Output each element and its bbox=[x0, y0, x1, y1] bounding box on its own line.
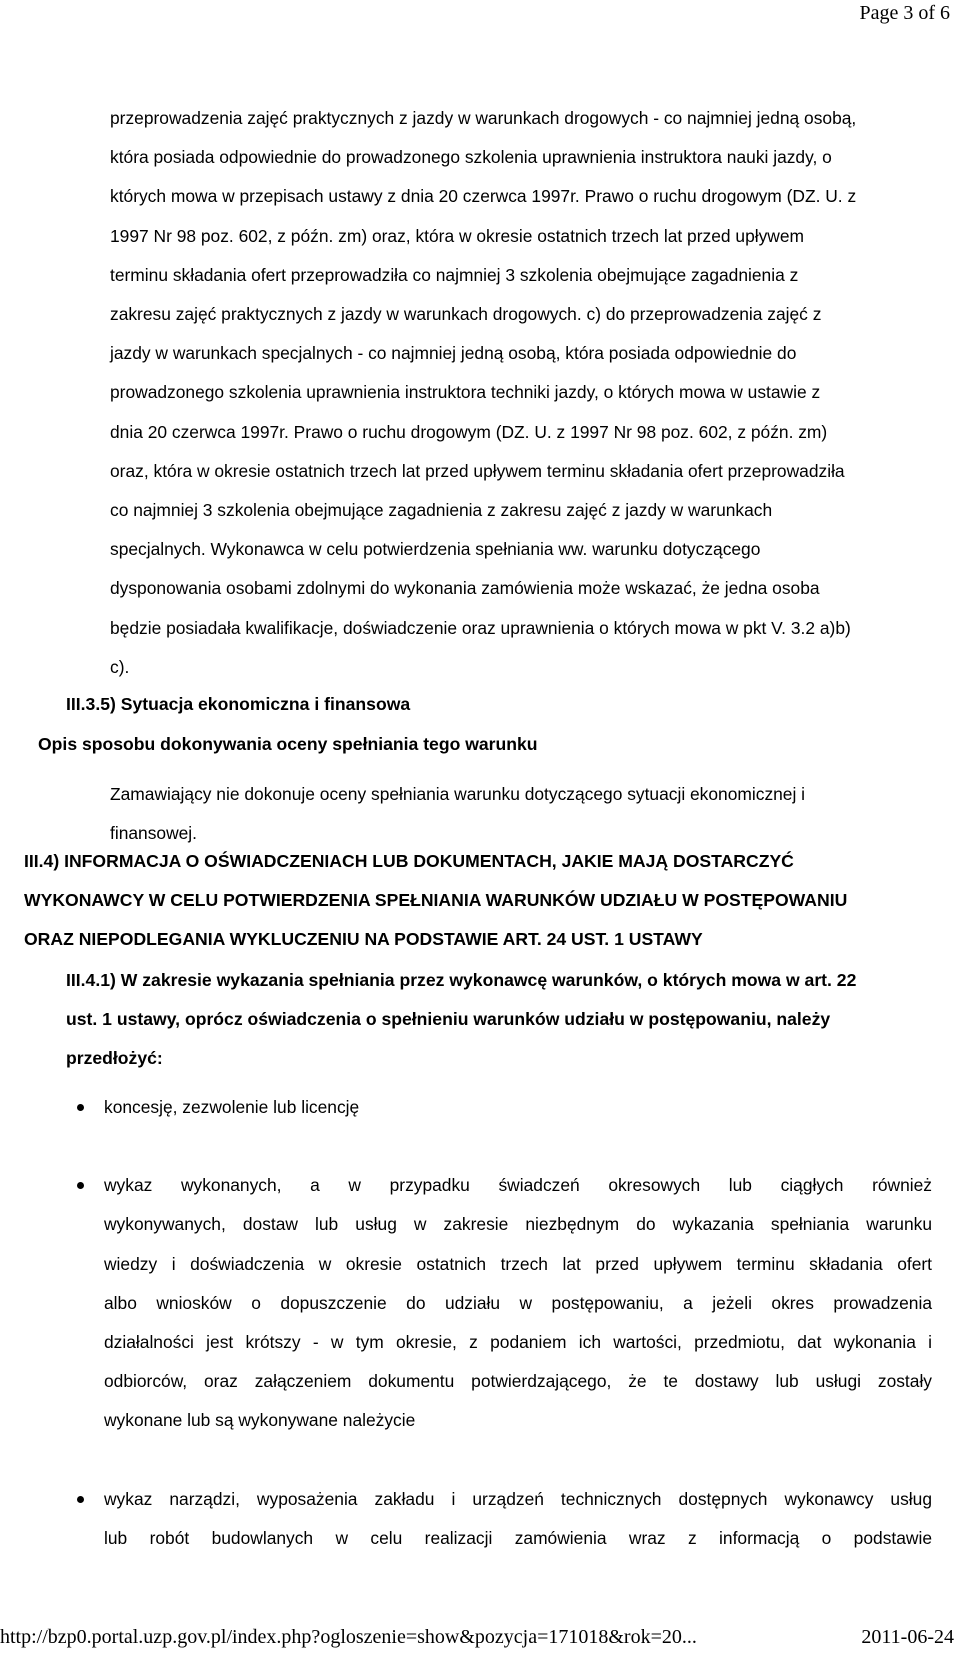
requirements-list bbox=[72, 1088, 932, 1558]
page-header: Page 3 of 6 bbox=[859, 2, 950, 24]
list-item bbox=[72, 1088, 932, 1127]
text-line: zakresu zajęć praktycznych z jazdy w warunkach drogowych. c) do przeprowadzenia zajęć z bbox=[110, 304, 822, 325]
section-heading-3-4-line: III.4) INFORMACJA O OŚWIADCZENIACH LUB DOKUMENTACH, JAKIE MAJĄ DOSTARCZYĆ bbox=[24, 851, 794, 871]
text-line: Zamawiający nie dokonuje oceny spełniania warunku dotyczącego sytuacji ekonomicznej i bbox=[110, 784, 806, 804]
text-line: wykonane lub są wykonywane należycie bbox=[104, 1410, 416, 1431]
bullet-dot-icon bbox=[77, 1496, 84, 1503]
text-line: lub robót budowlanych w celu realizacji zamówienia wraz z informacją o podstawie bbox=[104, 1527, 932, 1548]
section-subheading-3-4-1-line: III.4.1) W zakresie wykazania spełniania przez wykonawcę warunków, o których mowa w art. 22 bbox=[66, 970, 857, 990]
text-line: przeprowadzenia zajęć praktycznych z jazdy w warunkach drogowych - co najmniej jedną osobą, bbox=[110, 108, 857, 128]
list-item bbox=[72, 1480, 932, 1558]
text-line: albo wniosków o dopuszczenie do udziału w postępowaniu, a jeżeli okres prowadzenia bbox=[104, 1292, 932, 1313]
main-paragraph bbox=[110, 99, 930, 687]
section-heading-3-4-line: WYKONAWCY W CELU POTWIERDZENIA SPEŁNIANIA WARUNKÓW UDZIAŁU W POSTĘPOWANIU bbox=[24, 890, 848, 910]
text-line: działalności jest krótszy - w tym okresie, z podaniem ich wartości, przedmiotu, dat wykonania i bbox=[104, 1332, 932, 1353]
page-footer bbox=[0, 1626, 954, 1649]
section-subheading-3-5: Opis sposobu dokonywania oceny spełniania tego warunku bbox=[38, 734, 538, 754]
text-line: wykonywanych, dostaw lub usług w zakresie niezbędnym do wykazania spełniania warunku bbox=[104, 1214, 932, 1235]
bullet-dot-icon bbox=[77, 1182, 84, 1189]
text-line: specjalnych. Wykonawca w celu potwierdzenia spełniania ww. warunku dotyczącego bbox=[110, 539, 761, 560]
text-line: wiedzy i doświadczenia w okresie ostatnich trzech lat przed upływem terminu składania ofert bbox=[104, 1253, 932, 1274]
text-line: będzie posiadała kwalifikacje, doświadczenie oraz uprawnienia o których mowa w pkt V. 3.2 a)b) bbox=[110, 617, 851, 638]
text-line: odbiorców, oraz załączeniem dokumentu potwierdzającego, że te dostawy lub usługi zostały bbox=[104, 1371, 932, 1392]
text-line: finansowej. bbox=[110, 823, 198, 844]
text-line: dnia 20 czerwca 1997r. Prawo o ruchu drogowym (DZ. U. z 1997 Nr 98 poz. 602, z późn. zm) bbox=[110, 421, 828, 442]
text-line: wykaz wykonanych, a w przypadku świadczeń okresowych lub ciągłych również bbox=[104, 1175, 932, 1196]
footer-date: 2011-06-24 bbox=[861, 1626, 954, 1648]
section-subheading-3-4-1-line: ust. 1 ustawy, oprócz oświadczenia o spełnieniu warunków udziału w postępowaniu, należy bbox=[66, 1009, 831, 1029]
text-line: których mowa w przepisach ustawy z dnia 20 czerwca 1997r. Prawo o ruchu drogowym (DZ. U. z bbox=[110, 186, 857, 207]
text-line: terminu składania ofert przeprowadziła co najmniej 3 szkolenia obejmujące zagadnienia z bbox=[110, 264, 799, 285]
bullet-dot-icon bbox=[77, 1104, 84, 1111]
list-item bbox=[72, 1166, 932, 1440]
section-3-5-text bbox=[110, 775, 930, 853]
text-line: prowadzonego szkolenia uprawnienia instruktora techniki jazdy, o których mowa w ustawie z bbox=[110, 382, 821, 403]
text-line: dysponowania osobami zdolnymi do wykonania zamówienia może wskazać, że jedna osoba bbox=[110, 578, 820, 599]
text-line: która posiada odpowiednie do prowadzonego szkolenia uprawnienia instruktora nauki jazdy, o bbox=[110, 147, 832, 168]
text-line: wykaz narządzi, wyposażenia zakładu i urządzeń technicznych dostępnych wykonawcy usług bbox=[104, 1488, 932, 1509]
section-heading-3-5: III.3.5) Sytuacja ekonomiczna i finansowa bbox=[66, 694, 411, 714]
footer-url: http://bzp0.portal.uzp.gov.pl/index.php?ogloszenie=show&pozycja=171018&rok=20... bbox=[0, 1626, 697, 1648]
section-heading-3-4-line: ORAZ NIEPODLEGANIA WYKLUCZENIU NA PODSTAWIE ART. 24 UST. 1 USTAWY bbox=[24, 929, 703, 949]
section-subheading-3-4-1-line: przedłożyć: bbox=[66, 1048, 163, 1068]
text-line: jazdy w warunkach specjalnych - co najmniej jedną osobą, która posiada odpowiednie do bbox=[110, 343, 797, 364]
text-line: 1997 Nr 98 poz. 602, z późn. zm) oraz, która w okresie ostatnich trzech lat przed upływem bbox=[110, 225, 805, 246]
text-line: c). bbox=[110, 656, 130, 677]
text-line: koncesję, zezwolenie lub licencję bbox=[104, 1097, 360, 1117]
text-line: co najmniej 3 szkolenia obejmujące zagadnienia z zakresu zajęć z jazdy w warunkach bbox=[110, 500, 773, 521]
text-line: oraz, która w okresie ostatnich trzech lat przed upływem terminu składania ofert przeprowadziła bbox=[110, 460, 845, 481]
